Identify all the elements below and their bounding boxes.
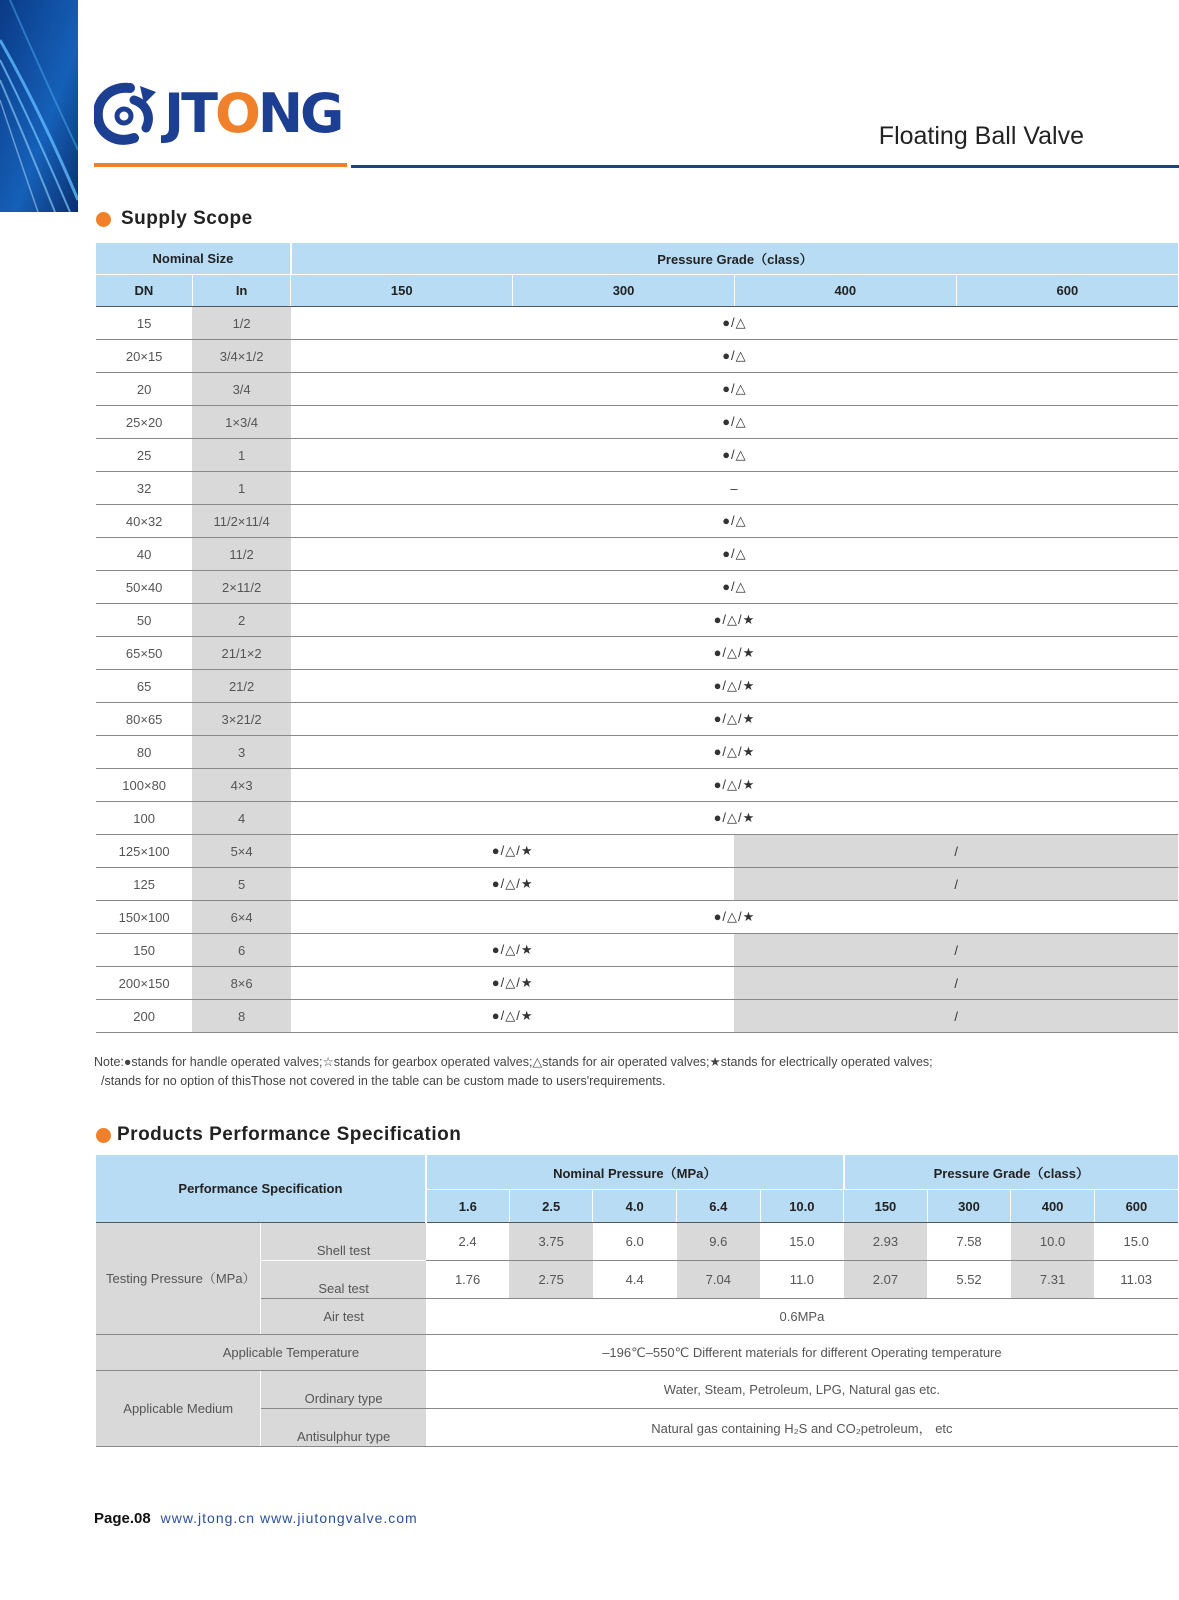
availability-cell: ●/△/★ bbox=[291, 637, 1178, 670]
table-row bbox=[96, 373, 1178, 406]
dn-cell: 80 bbox=[96, 736, 192, 769]
dn-cell: 200 bbox=[96, 1000, 192, 1033]
header-nominal-size: Nominal Size bbox=[96, 243, 291, 275]
table-row bbox=[96, 703, 1178, 736]
table-row bbox=[96, 406, 1178, 439]
in-cell: 21/1×2 bbox=[192, 637, 291, 670]
header-in: In bbox=[192, 275, 291, 307]
seal-test-label: Seal test bbox=[261, 1261, 426, 1299]
seal-test-value: 11.03 bbox=[1094, 1261, 1178, 1299]
supply-table-body bbox=[96, 307, 1178, 1033]
header-pressure-grade: Pressure Grade（class） bbox=[291, 243, 1178, 275]
header-class-600: 600 bbox=[956, 275, 1178, 307]
availability-cell: ●/△/★ bbox=[291, 934, 735, 967]
in-cell: 8 bbox=[192, 1000, 291, 1033]
seal-test-value: 2.75 bbox=[509, 1261, 593, 1299]
header-nominal-pressure: Nominal Pressure（MPa） bbox=[426, 1155, 844, 1190]
availability-cell: ●/△/★ bbox=[291, 1000, 735, 1033]
header-mpa-4-0: 4.0 bbox=[593, 1190, 677, 1223]
dn-cell: 25×20 bbox=[96, 406, 192, 439]
testing-pressure-label: Testing Pressure（MPa） bbox=[96, 1223, 261, 1335]
seal-test-value: 11.0 bbox=[760, 1261, 844, 1299]
seal-test-value: 5.52 bbox=[927, 1261, 1011, 1299]
dn-cell: 80×65 bbox=[96, 703, 192, 736]
logo-wordmark: JTONG bbox=[164, 82, 342, 145]
air-test-label: Air test bbox=[261, 1299, 426, 1335]
shell-test-label: Shell test bbox=[261, 1223, 426, 1261]
availability-cell: ●/△/★ bbox=[291, 835, 735, 868]
table-row bbox=[96, 967, 1178, 1000]
table-row bbox=[96, 934, 1178, 967]
availability-cell: ●/△/★ bbox=[291, 604, 1178, 637]
table-row bbox=[96, 439, 1178, 472]
dn-cell: 200×150 bbox=[96, 967, 192, 1000]
availability-cell: ●/△/★ bbox=[291, 868, 735, 901]
table-row bbox=[96, 472, 1178, 505]
header-grade-150: 150 bbox=[844, 1190, 928, 1223]
dn-cell: 50 bbox=[96, 604, 192, 637]
header-blue-rule bbox=[351, 165, 1179, 168]
availability-cell: ●/△ bbox=[291, 406, 1178, 439]
header-mpa-10-0: 10.0 bbox=[760, 1190, 844, 1223]
ordinary-type-value: Water, Steam, Petroleum, LPG, Natural gas etc. bbox=[426, 1371, 1178, 1409]
header-mpa-2-5: 2.5 bbox=[509, 1190, 593, 1223]
not-available-cell: / bbox=[734, 967, 1178, 1000]
supply-note bbox=[94, 1053, 1134, 1091]
header-dn: DN bbox=[96, 275, 192, 307]
supply-scope-heading: Supply Scope bbox=[96, 208, 253, 230]
availability-cell: ●/△/★ bbox=[291, 670, 1178, 703]
availability-cell: ●/△/★ bbox=[291, 901, 1178, 934]
availability-cell: – bbox=[291, 472, 1178, 505]
shell-test-value: 2.4 bbox=[426, 1223, 510, 1261]
in-cell: 1 bbox=[192, 472, 291, 505]
in-cell: 1/2 bbox=[192, 307, 291, 340]
not-available-cell: / bbox=[734, 934, 1178, 967]
dn-cell: 125 bbox=[96, 868, 192, 901]
dn-cell: 150 bbox=[96, 934, 192, 967]
page-footer bbox=[94, 1510, 418, 1527]
dn-cell: 50×40 bbox=[96, 571, 192, 604]
availability-cell: ●/△ bbox=[291, 340, 1178, 373]
in-cell: 21/2 bbox=[192, 670, 291, 703]
in-cell: 6 bbox=[192, 934, 291, 967]
availability-cell: ●/△/★ bbox=[291, 769, 1178, 802]
availability-cell: ●/△ bbox=[291, 439, 1178, 472]
in-cell: 2×11/2 bbox=[192, 571, 291, 604]
note-line-2: /stands for no option of thisThose not covered in the table can be custom made to users'requirements. bbox=[101, 1074, 666, 1088]
applicable-temperature-label: Applicable Temperature bbox=[96, 1335, 426, 1371]
ordinary-type-label: Ordinary type bbox=[261, 1371, 426, 1409]
bullet-dot-icon bbox=[96, 1128, 111, 1143]
table-row bbox=[96, 538, 1178, 571]
dn-cell: 100 bbox=[96, 802, 192, 835]
header-mpa-6-4: 6.4 bbox=[677, 1190, 761, 1223]
availability-cell: ●/△ bbox=[291, 307, 1178, 340]
in-cell: 3/4 bbox=[192, 373, 291, 406]
availability-cell: ●/△/★ bbox=[291, 967, 735, 1000]
website-urls[interactable]: www.jtong.cn www.jiutongvalve.com bbox=[160, 1510, 418, 1526]
header-orange-rule bbox=[94, 163, 347, 167]
in-cell: 8×6 bbox=[192, 967, 291, 1000]
note-line-1: Note:●stands for handle operated valves;☆stands for gearbox operated valves;△stands for air operated valves;★stands for electrically operated valves; bbox=[94, 1055, 933, 1069]
seal-test-value: 7.31 bbox=[1011, 1261, 1095, 1299]
dn-cell: 65 bbox=[96, 670, 192, 703]
table-row bbox=[96, 736, 1178, 769]
shell-test-value: 15.0 bbox=[760, 1223, 844, 1261]
header-performance-spec: Performance Specification bbox=[96, 1155, 426, 1223]
seal-test-value: 4.4 bbox=[593, 1261, 677, 1299]
table-row bbox=[96, 307, 1178, 340]
table-row bbox=[96, 340, 1178, 373]
table-row bbox=[96, 901, 1178, 934]
dn-cell: 40×32 bbox=[96, 505, 192, 538]
page-number: Page.08 bbox=[94, 1510, 151, 1527]
table-row bbox=[96, 571, 1178, 604]
in-cell: 3 bbox=[192, 736, 291, 769]
seal-test-value: 2.07 bbox=[844, 1261, 928, 1299]
header-pressure-grade-class: Pressure Grade（class） bbox=[844, 1155, 1178, 1190]
header-class-150: 150 bbox=[291, 275, 513, 307]
in-cell: 4 bbox=[192, 802, 291, 835]
seal-test-value: 7.04 bbox=[677, 1261, 761, 1299]
dn-cell: 20 bbox=[96, 373, 192, 406]
header-grade-600: 600 bbox=[1094, 1190, 1178, 1223]
availability-cell: ●/△ bbox=[291, 538, 1178, 571]
table-row bbox=[96, 670, 1178, 703]
table-row bbox=[96, 1000, 1178, 1033]
shell-test-value: 9.6 bbox=[677, 1223, 761, 1261]
header-grade-300: 300 bbox=[927, 1190, 1011, 1223]
dn-cell: 32 bbox=[96, 472, 192, 505]
in-cell: 1 bbox=[192, 439, 291, 472]
performance-table bbox=[96, 1155, 1178, 1447]
header-class-400: 400 bbox=[734, 275, 956, 307]
table-row bbox=[96, 868, 1178, 901]
seal-test-value: 1.76 bbox=[426, 1261, 510, 1299]
jtong-logo bbox=[94, 78, 341, 150]
table-row bbox=[96, 637, 1178, 670]
table-row bbox=[96, 604, 1178, 637]
shell-test-value: 10.0 bbox=[1011, 1223, 1095, 1261]
availability-cell: ●/△ bbox=[291, 373, 1178, 406]
table-row bbox=[96, 505, 1178, 538]
dn-cell: 25 bbox=[96, 439, 192, 472]
document-title: Floating Ball Valve bbox=[878, 122, 1084, 150]
in-cell: 11/2×11/4 bbox=[192, 505, 291, 538]
in-cell: 2 bbox=[192, 604, 291, 637]
performance-heading: Products Performance Specification bbox=[96, 1124, 461, 1146]
header-mpa-1-6: 1.6 bbox=[426, 1190, 510, 1223]
dn-cell: 125×100 bbox=[96, 835, 192, 868]
dn-cell: 15 bbox=[96, 307, 192, 340]
in-cell: 5 bbox=[192, 868, 291, 901]
in-cell: 4×3 bbox=[192, 769, 291, 802]
in-cell: 5×4 bbox=[192, 835, 291, 868]
dn-cell: 100×80 bbox=[96, 769, 192, 802]
table-row bbox=[96, 769, 1178, 802]
dn-cell: 150×100 bbox=[96, 901, 192, 934]
in-cell: 3/4×1/2 bbox=[192, 340, 291, 373]
antisulphur-type-label: Antisulphur type bbox=[261, 1409, 426, 1447]
in-cell: 6×4 bbox=[192, 901, 291, 934]
not-available-cell: / bbox=[734, 1000, 1178, 1033]
in-cell: 11/2 bbox=[192, 538, 291, 571]
dn-cell: 40 bbox=[96, 538, 192, 571]
not-available-cell: / bbox=[734, 835, 1178, 868]
availability-cell: ●/△ bbox=[291, 571, 1178, 604]
availability-cell: ●/△/★ bbox=[291, 703, 1178, 736]
availability-cell: ●/△ bbox=[291, 505, 1178, 538]
shell-test-value: 6.0 bbox=[593, 1223, 677, 1261]
air-test-value: 0.6MPa bbox=[426, 1299, 1178, 1335]
header-grade-400: 400 bbox=[1011, 1190, 1095, 1223]
availability-cell: ●/△/★ bbox=[291, 736, 1178, 769]
shell-test-value: 15.0 bbox=[1094, 1223, 1178, 1261]
header-class-300: 300 bbox=[513, 275, 735, 307]
in-cell: 1×3/4 bbox=[192, 406, 291, 439]
dn-cell: 65×50 bbox=[96, 637, 192, 670]
applicable-medium-label: Applicable Medium bbox=[96, 1371, 261, 1447]
antisulphur-type-value: Natural gas containing H₂S and CO₂petroleum， etc bbox=[426, 1409, 1178, 1447]
corner-decoration bbox=[0, 0, 78, 212]
table-row bbox=[96, 802, 1178, 835]
shell-test-value: 7.58 bbox=[927, 1223, 1011, 1261]
bullet-dot-icon bbox=[96, 212, 111, 227]
applicable-temperature-value: –196℃–550℃ Different materials for different Operating temperature bbox=[426, 1335, 1178, 1371]
table-row bbox=[96, 835, 1178, 868]
shell-test-value: 3.75 bbox=[509, 1223, 593, 1261]
supply-scope-table bbox=[96, 243, 1178, 1033]
not-available-cell: / bbox=[734, 868, 1178, 901]
in-cell: 3×21/2 bbox=[192, 703, 291, 736]
dn-cell: 20×15 bbox=[96, 340, 192, 373]
logo-mark-icon bbox=[94, 82, 158, 146]
shell-test-value: 2.93 bbox=[844, 1223, 928, 1261]
availability-cell: ●/△/★ bbox=[291, 802, 1178, 835]
